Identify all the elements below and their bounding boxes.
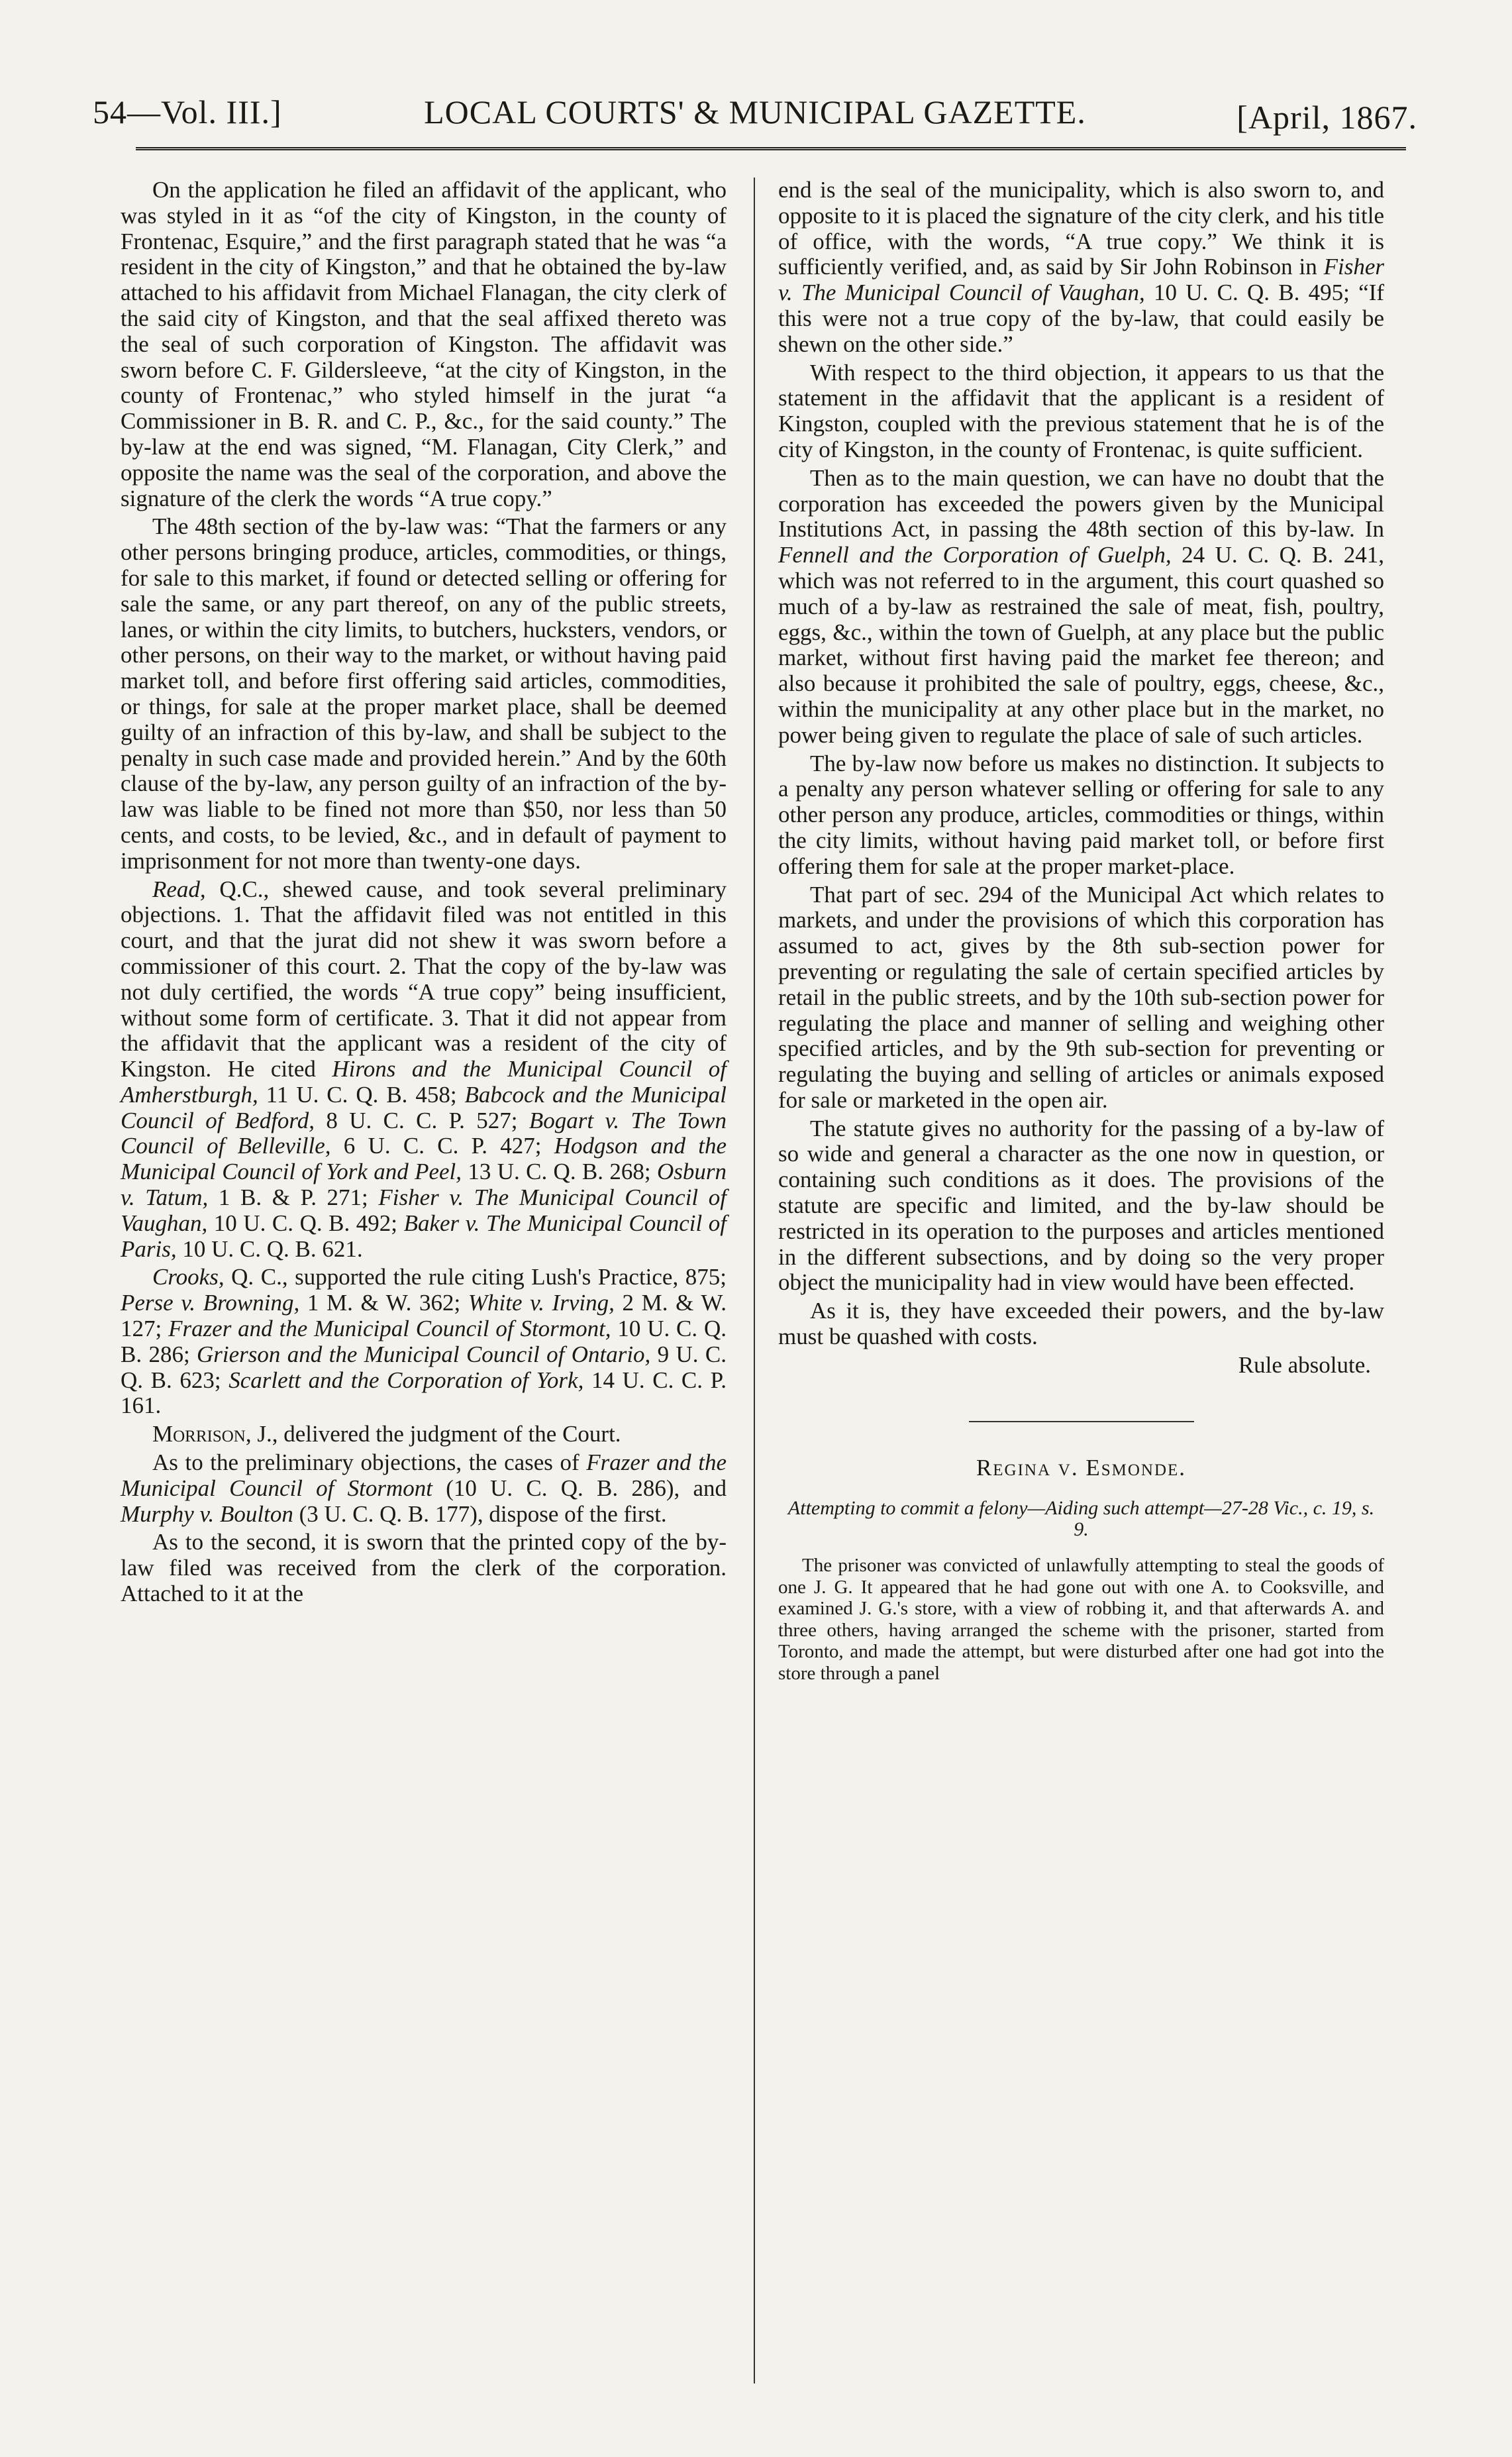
paragraph-second-objection: As to the second, it is sworn that the printed copy of the by-law filed was received from the clerk of the corporation. Attached to it at the [121, 1529, 727, 1607]
counsel-name: Crooks, [152, 1264, 225, 1290]
paragraph-preliminary: As to the preliminary objections, the cases of Frazer and the Municipal Council of Stormont (10 U. C. Q. B. 286), and Murphy v. Boulton (3 U. C. Q. B. 177), dispose of the first. [121, 1449, 727, 1527]
publication-title: LOCAL COURTS' & MUNICIPAL GAZETTE. [424, 93, 1086, 131]
paragraph-affidavit: On the application he filed an affidavit of the applicant, who was styled in it as “of the city of Kingston, in the county of Frontenac, Esquire,” and the first paragraph stated that he was “a resident in the city of Kingston,” and that he obtained the by-law attached to his affidavit from Michael Flanagan, the city clerk of the said city of Kingston, and that the seal affixed thereto was the seal of such corporation of Kingston. The affidavit was sworn before C. F. Gildersleeve, “at the city of Kingston, in the county of Frontenac,” who styled himself in the jurat “a Commissioner in B. R. and C. P., &c., for the said county.” The by-law at the end was signed, “M. Flanagan, City Clerk,” and opposite the name was the seal of the corporation, and above the signature of the clerk the words “A true copy.” [121, 177, 727, 511]
paragraph-objections: Read, Q.C., shewed cause, and took several preliminary objections. 1. That the affidavit filed was not entitled in this court, and that the jurat did not shew it was sworn before a commissioner of this court. 2. That the copy of the by-law was not duly certified, the words “A true copy” being insufficient, without some form of certificate. 3. That it did not appear from the affidavit that the applicant was a resident of the city of Kingston. He cited Hirons and the Municipal Council of Amherstburgh, 11 U. C. Q. B. 458; Babcock and the Municipal Council of Bedford, 8 U. C. C. P. 527; Bogart v. The Town Council of Belleville, 6 U. C. C. P. 427; Hodgson and the Municipal Council of York and Peel, 13 U. C. Q. B. 268; Osburn v. Tatum, 1 B. & P. 271; Fisher v. The Municipal Council of Vaughan, 10 U. C. Q. B. 492; Baker v. The Municipal Council of Paris, 10 U. C. Q. B. 621. [121, 876, 727, 1262]
paragraph-judgment-intro: Morrison, J., delivered the judgment of the Court. [152, 1421, 621, 1447]
paragraph-sec-294: That part of sec. 294 of the Municipal Act which relates to markets, and under the provisions of which this corporation has assumed to act, gives by the 8th sub-section power for preventing or regulating the sale of certain specified articles by retail in the public streets, and by the 10th sub-section power for regulating the place and manner of selling and weighing other specified articles, and by the 9th sub-section for preventing or regulating the buying and selling of articles or animals exposed for sale or marketed in the open air. [778, 881, 1384, 1113]
case-citation: Fennell and the Corporation of Guelph, [778, 542, 1172, 568]
paragraph-seal: end is the seal of the municipality, which is also sworn to, and opposite to it is placed the signature of the city clerk, and his title of office, with the words, “A true copy.” We think it is sufficiently verified, and, as said by Sir John Robinson in Fisher v. The Municipal Council of Vaughan, 10 U. C. Q. B. 495; “If this were not a true copy of the by-law, that could easily be shewn on the other side.” [778, 177, 1385, 357]
paragraph-support: Crooks, Q. C., supported the rule citing Lush's Practice, 875; Perse v. Browning, 1 M. & W. 362; White v. Irving, 2 M. & W. 127; Frazer and the Municipal Council of Stormont, 10 U. C. Q. B. 286; Grierson and the Municipal Council of Ontario, 9 U. C. Q. B. 623; Scarlett and the Corporation of York, 14 U. C. C. P. 161. [121, 1264, 727, 1419]
paragraph-statute: The statute gives no authority for the passing of a by-law of so wide and general a character as the one now in question, or containing such conditions as it does. The provisions of the statute are specific and limited, and the by-law should be restricted in its operation to the purposes and articles mentioned in the different subsections, and by doing so the very proper object the municipality had in view would have been effected. [778, 1115, 1384, 1296]
case-summary-text: The prisoner was convicted of unlawfully attempting to steal the goods of one J. G. It appeared that he had gone out with one A. to Cooksville, and examined J. G.'s store, with a view of robbing it, and that afterwards A. and three others, having arranged the scheme with the prisoner, started from Toronto, and made the attempt, but were disturbed after one had got into the store through a panel [778, 1555, 1384, 1684]
case-citation: White v. Irving, [468, 1290, 615, 1316]
case-citation: Hirons and the Municipal Council of Amherstburgh, [121, 1056, 727, 1108]
left-column [121, 178, 727, 1607]
case-summary [778, 1555, 1384, 1684]
case-citation: Scarlett and the Corporation of York, [228, 1367, 584, 1393]
case-citation: Osburn v. Tatum, [121, 1159, 727, 1211]
case-citation: Murphy v. Boulton [121, 1500, 293, 1527]
case-citation: Bogart v. The Town Council of Belleville, [121, 1107, 727, 1159]
case-citation: Fisher v. The Municipal Council of Vaughan, [778, 254, 1384, 306]
paragraph-no-distinction: The by-law now before us makes no distinction. It subjects to a penalty any person whatever selling or offering for sale to any other person any produce, articles, commodities or things, within the city limits, without having paid market toll, or before first offering them for sale at the proper market-place. [778, 750, 1384, 879]
case-headnote: Attempting to commit a felony—Aiding such attempt—27-28 Vic., c. 19, s. 9. [787, 1497, 1375, 1541]
case-citation: Perse v. Browning, [121, 1290, 300, 1316]
case-citation: Frazer and the Municipal Council of Stormont, [168, 1316, 611, 1342]
paragraph-conclusion: As it is, they have exceeded their powers, and the by-law must be quashed with costs. [778, 1298, 1384, 1350]
paragraph-third-objection: With respect to the third objection, it appears to us that the statement in the affidavit that the applicant is a resident of Kingston, coupled with the previous statement that he is of the city of Kingston, in the county of Frontenac, is quite sufficient. [778, 359, 1384, 462]
running-header [93, 78, 1417, 142]
paragraph-by-law-section: The 48th section of the by-law was: “That the farmers or any other persons bringing produce, articles, commodities, or things, for sale to this market, if found or detected selling or offering for sale the same, or any part thereof, on any of the public streets, lanes, or within the city limits, to butchers, hucksters, vendors, or other persons, on their way to the market, or without having paid market toll, and before first offering said articles, commodities, or things, for sale at the proper market place, shall be deemed guilty of an infraction of this by-law, and shall be subject to the penalty in such case made and provided herein.” And by the 60th clause of the by-law, any person guilty of an infraction of the by-law was liable to be fined not more than $50, nor less than 50 cents, and costs, to be levied, &c., and in default of payment to imprisonment for not more than twenty-one days. [121, 513, 727, 874]
judge-name: Morrison, J., [152, 1421, 278, 1447]
case-citation: Frazer and the Municipal Council of Stormont [121, 1449, 727, 1501]
counsel-name: Read, [152, 876, 206, 902]
paragraph-main-question: Then as to the main question, we can have no doubt that the corporation has exceeded the powers given by the Municipal Institutions Act, in passing the 48th section of this by-law. In Fennell and the Corporation of Guelph, 24 U. C. Q. B. 241, which was not referred to in the argument, this court quashed so much of a by-law as restrained the sale of meat, fish, poultry, eggs, &c., within the town of Guelph, at any place but the public market, without first having paid the market fee thereon; and also because it prohibited the sale of poultry, eggs, cheese, &c., within the municipality at any other place but in the market, no power being given to regulate the place of sale of such articles. [778, 464, 1384, 748]
case-citation: Fisher v. The Municipal Council of Vaughan, [121, 1184, 727, 1236]
case-citation: Grierson and the Municipal Council of Ontario, [197, 1341, 651, 1367]
case-citation: Baker v. The Municipal Council of Paris, [121, 1210, 727, 1262]
case-citation: Babcock and the Municipal Council of Bedford, [121, 1081, 727, 1133]
issue-date: [April, 1867. [1236, 99, 1417, 136]
column-divider [754, 178, 755, 2383]
rule-absolute: Rule absolute. [1238, 1351, 1371, 1378]
section-separator [969, 1421, 1194, 1422]
right-column [778, 178, 1384, 1684]
case-citation: Hodgson and the Municipal Council of York and Peel, [121, 1133, 727, 1185]
page-volume-number: 54—Vol. III.] [93, 93, 282, 131]
case-title: Regina v. Esmonde. [976, 1454, 1187, 1481]
header-rule [136, 147, 1406, 150]
